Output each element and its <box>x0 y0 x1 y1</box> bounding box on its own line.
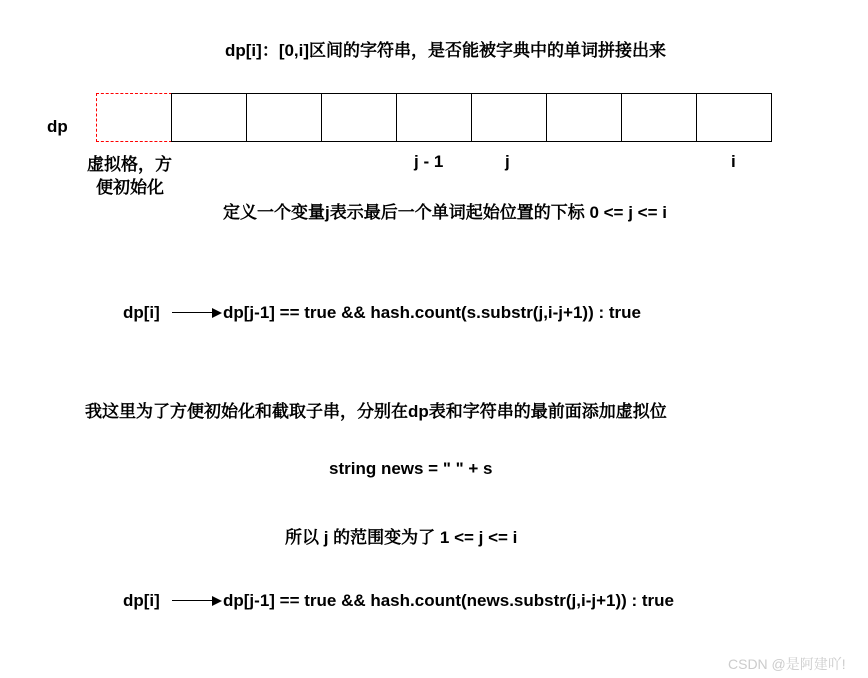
diagram-title: dp[i]：[0,i]区间的字符串，是否能被字典中的单词拼接出来 <box>225 41 667 60</box>
dp-array-label: dp <box>47 117 68 136</box>
virtual-cell-note-line1: 虚拟格，方 <box>87 155 172 174</box>
variable-definition: 定义一个变量j表示最后一个单词起始位置的下标 0 <= j <= i <box>223 203 667 222</box>
range-note: 所以 j 的范围变为了 1 <= j <= i <box>285 528 518 547</box>
dp-cell <box>246 93 322 142</box>
dp-cell <box>546 93 622 142</box>
dp-cell <box>171 93 247 142</box>
arrow-line <box>172 312 214 313</box>
dp-cell <box>471 93 547 142</box>
string-definition: string news = " " + s <box>329 459 493 478</box>
dp-cell <box>321 93 397 142</box>
formula2-lhs: dp[i] <box>123 591 160 610</box>
arrow-line <box>172 600 214 601</box>
index-label-i: i <box>731 152 736 171</box>
formula2-rhs: dp[j-1] == true && hash.count(news.substr(j,i-j+1)) : true <box>223 591 675 610</box>
watermark: CSDN @是阿建吖! <box>728 656 846 672</box>
virtual-cell-note-line2: 便初始化 <box>96 178 164 197</box>
arrow-icon <box>212 596 222 606</box>
formula1-rhs: dp[j-1] == true && hash.count(s.substr(j,i-j+1)) : true <box>223 303 641 322</box>
index-label-j-minus-1: j - 1 <box>414 152 444 171</box>
dp-cell <box>396 93 472 142</box>
dp-cell <box>696 93 772 142</box>
dp-virtual-cell <box>96 93 172 142</box>
formula1-lhs: dp[i] <box>123 303 160 322</box>
arrow-icon <box>212 308 222 318</box>
dp-cell <box>621 93 697 142</box>
virtual-position-note: 我这里为了方便初始化和截取子串，分别在dp表和字符串的最前面添加虚拟位 <box>85 402 667 421</box>
index-label-j: j <box>505 152 510 171</box>
